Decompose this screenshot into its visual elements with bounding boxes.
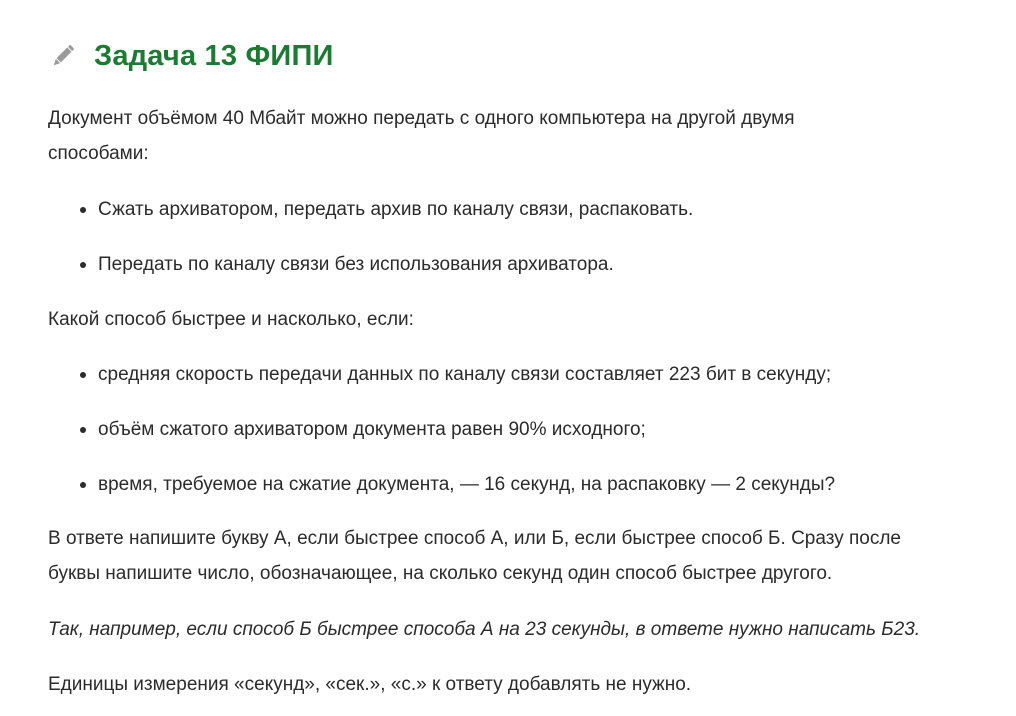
list-item: объём сжатого архиватором документа равен 90% исходного; [98, 412, 646, 447]
list-item: время, требуемое на сжатие документа, — 16 секунд, на распаковку — 2 секунды? [98, 467, 835, 502]
list-item: Сжать архиватором, передать архив по каналу связи, распаковать. [98, 192, 693, 227]
note-paragraph: Единицы измерения «секунд», «сек.», «с.» к ответу добавлять не нужно. [48, 674, 692, 695]
example-paragraph: Так, например, если способ Б быстрее способа А на 23 секунды, в ответе нужно написать Б23. [48, 619, 921, 640]
instruction-paragraph: В ответе напишите букву А, если быстрее способ А, или Б, если быстрее способ Б. Сразу после буквы напишите число, обозначающее, на сколько секунд один способ быстрее другого. [48, 528, 901, 584]
intro-paragraph: Документ объёмом 40 Мбайт можно передать с одного компьютера на другой двумя способами: [48, 108, 795, 164]
list-item: средняя скорость передачи данных по каналу связи составляет 223 бит в секунду; [98, 357, 831, 392]
page-title: Задача 13 ФИПИ [94, 39, 334, 72]
list-item: Передать по каналу связи без использования архиватора. [98, 247, 614, 282]
question-paragraph: Какой способ быстрее и насколько, если: [48, 309, 414, 330]
pencil-icon [48, 41, 78, 71]
task-heading [48, 36, 334, 76]
